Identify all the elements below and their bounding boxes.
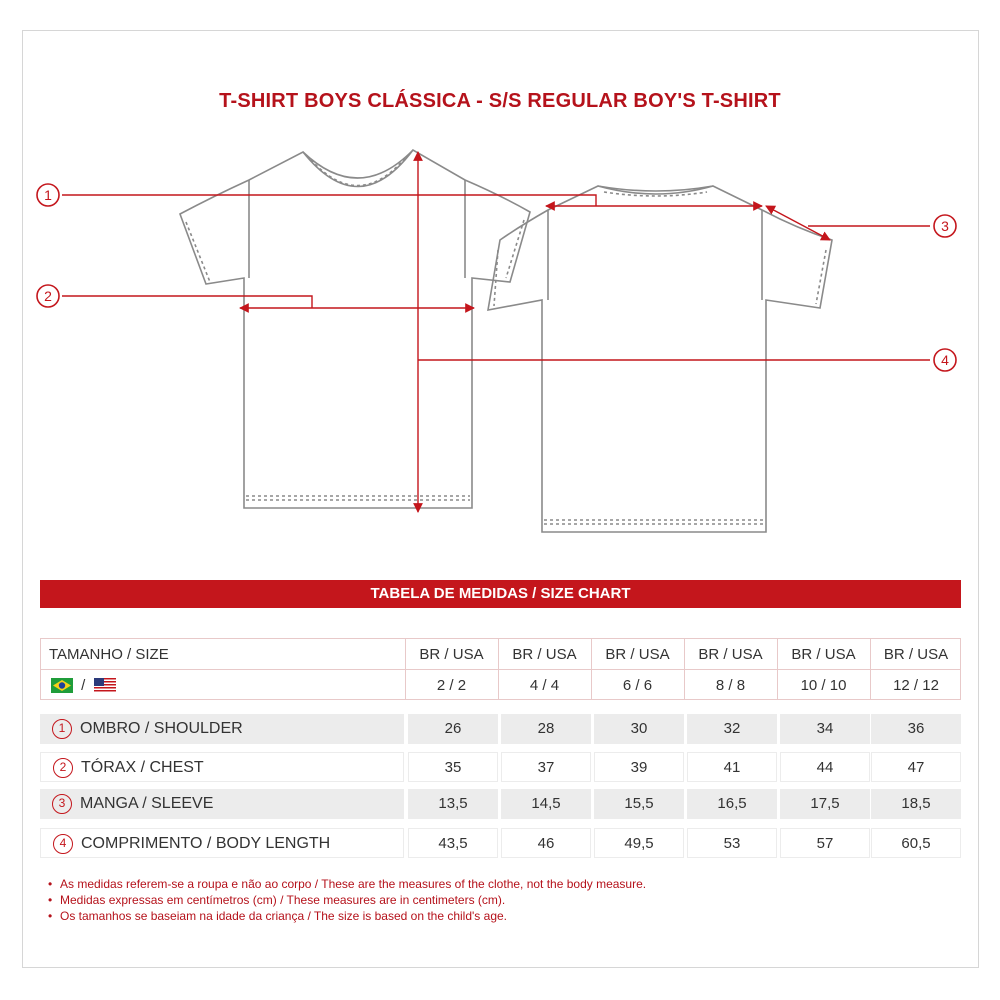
value-cell: 36 (871, 714, 961, 744)
value-cell: 15,5 (594, 789, 684, 819)
value-cell: 30 (594, 714, 684, 744)
row-number-3: 3 (52, 794, 72, 814)
value-cell: 39 (594, 752, 684, 782)
size-value-2: 4 / 4 (529, 677, 560, 694)
column-header-3: BR / USA (605, 646, 670, 663)
size-label: TAMANHO / SIZE (49, 646, 169, 663)
row-label-shoulder: OMBRO / SHOULDER (80, 720, 243, 737)
measurement-row-sleeve (40, 789, 961, 819)
front-tshirt-outline (180, 150, 530, 508)
value-cell: 41 (687, 752, 777, 782)
value-cell: 60,5 (871, 828, 961, 858)
measurement-row-chest (40, 752, 961, 782)
marker-label-4: 4 (941, 352, 949, 368)
marker-label-1: 1 (44, 187, 52, 203)
flag-separator: / (81, 676, 86, 694)
size-value-5: 10 / 10 (800, 677, 847, 694)
value-cell: 34 (780, 714, 870, 744)
back-tshirt-outline (488, 186, 832, 532)
value-cell: 17,5 (780, 789, 870, 819)
column-header-1: BR / USA (419, 646, 484, 663)
footnote: • Os tamanhos se baseiam na idade da criança / The size is based on the child's age. (48, 908, 948, 924)
value-cell: 18,5 (871, 789, 961, 819)
marker-label-3: 3 (941, 218, 949, 234)
size-value-1: 2 / 2 (436, 677, 467, 694)
value-cell: 57 (780, 828, 870, 858)
column-header-5: BR / USA (791, 646, 856, 663)
size-chart-header: TABELA DE MEDIDAS / SIZE CHART (40, 580, 961, 608)
page-title: T-SHIRT BOYS CLÁSSICA - S/S REGULAR BOY'S T-SHIRT (219, 90, 781, 112)
marker-circle-3 (934, 215, 956, 237)
measurement-row-body-length (40, 828, 961, 858)
row-label-body-length: COMPRIMENTO / BODY LENGTH (81, 835, 331, 852)
value-cell: 26 (408, 714, 498, 744)
measurement-lines (62, 152, 930, 512)
marker-circle-4 (934, 349, 956, 371)
row-number-1: 1 (52, 719, 72, 739)
row-number-4: 4 (53, 834, 73, 854)
brazil-flag-icon (51, 678, 73, 693)
column-header-4: BR / USA (698, 646, 763, 663)
marker-circle-1 (37, 184, 59, 206)
value-cell: 44 (780, 752, 870, 782)
value-cell: 35 (408, 752, 498, 782)
footnote: • As medidas referem-se a roupa e não ao corpo / These are the measures of the clothe, not the body measure. (48, 876, 948, 892)
row-label-sleeve: MANGA / SLEEVE (80, 795, 214, 812)
flag-group (51, 676, 116, 694)
value-cell: 28 (501, 714, 591, 744)
size-table (40, 638, 961, 700)
column-header-2: BR / USA (512, 646, 577, 663)
value-cell: 49,5 (594, 828, 684, 858)
value-cell: 37 (501, 752, 591, 782)
footnotes (48, 876, 948, 924)
value-cell: 13,5 (408, 789, 498, 819)
size-value-4: 8 / 8 (715, 677, 746, 694)
measurement-row-shoulder (40, 714, 961, 744)
row-number-2: 2 (53, 758, 73, 778)
footnote: • Medidas expressas em centímetros (cm) / These measures are in centimeters (cm). (48, 892, 948, 908)
value-cell: 16,5 (687, 789, 777, 819)
value-cell: 43,5 (408, 828, 498, 858)
usa-flag-icon (94, 678, 116, 693)
marker-label-2: 2 (44, 288, 52, 304)
value-cell: 14,5 (501, 789, 591, 819)
column-header-6: BR / USA (883, 646, 949, 663)
row-label-chest: TÓRAX / CHEST (81, 759, 204, 776)
size-value-3: 6 / 6 (622, 677, 653, 694)
marker-circle-2 (37, 285, 59, 307)
value-cell: 32 (687, 714, 777, 744)
value-cell: 46 (501, 828, 591, 858)
value-cell: 47 (871, 752, 961, 782)
value-cell: 53 (687, 828, 777, 858)
size-value-6: 12 / 12 (893, 677, 939, 694)
